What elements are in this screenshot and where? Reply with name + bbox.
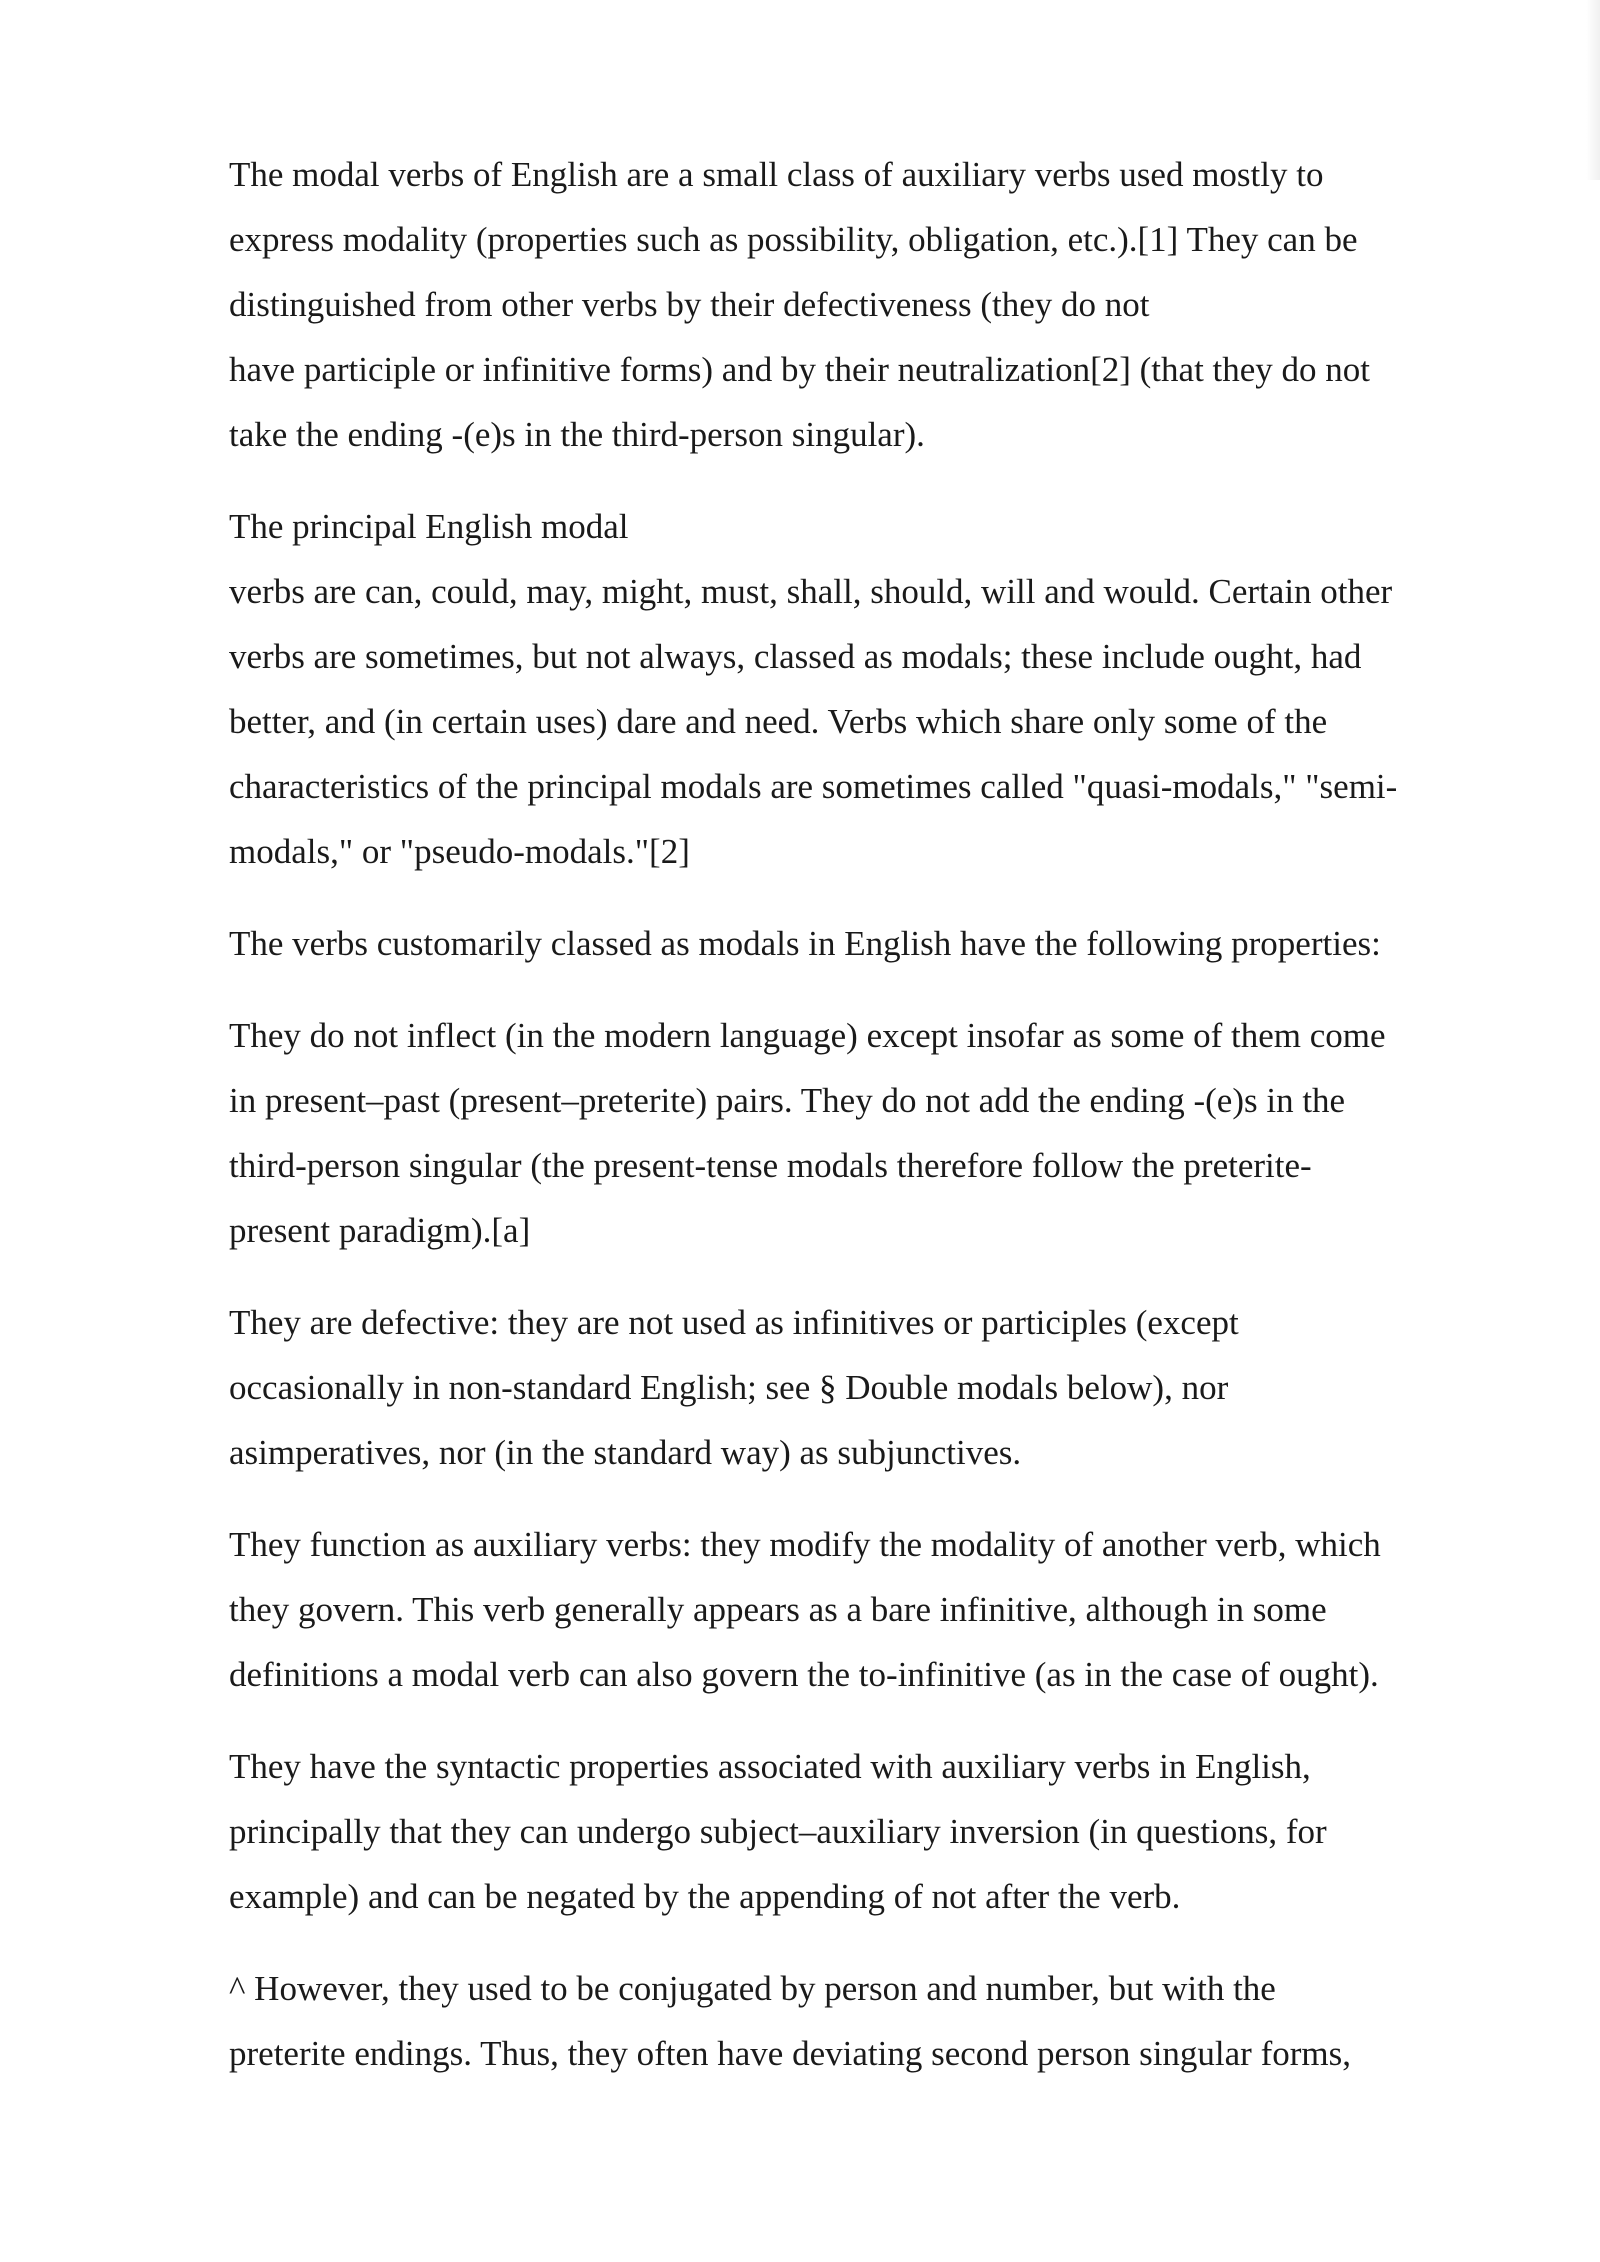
text-line: better, and (in certain uses) dare and need. Verbs which share only some of the bbox=[229, 702, 1328, 741]
text-line: example) and can be negated by the appending of not after the verb. bbox=[229, 1877, 1181, 1916]
text-line: definitions a modal verb can also govern the to-infinitive (as in the case of ought). bbox=[229, 1655, 1379, 1694]
text-line: They have the syntactic properties associated with auxiliary verbs in English, bbox=[229, 1747, 1311, 1786]
page-edge-shadow bbox=[1586, 0, 1600, 180]
paragraph-intro bbox=[229, 142, 1494, 467]
paragraph-syntactic-properties bbox=[229, 1734, 1494, 1929]
text-line: The principal English modal bbox=[229, 507, 629, 546]
text-line: They function as auxiliary verbs: they modify the modality of another verb, which bbox=[229, 1525, 1381, 1564]
text-line: ^ However, they used to be conjugated by person and number, but with the bbox=[229, 1969, 1276, 2008]
text-line: verbs are sometimes, but not always, classed as modals; these include ought, had bbox=[229, 637, 1362, 676]
text-line: express modality (properties such as possibility, obligation, etc.).[1] They can be bbox=[229, 220, 1358, 259]
text-line: have participle or infinitive forms) and by their neutralization[2] (that they do not bbox=[229, 350, 1371, 389]
paragraph-properties-intro bbox=[229, 911, 1494, 976]
document-body bbox=[229, 142, 1494, 2113]
paragraph-defective bbox=[229, 1290, 1494, 1485]
text-line: present paradigm).[a] bbox=[229, 1211, 531, 1250]
text-line: third-person singular (the present-tense modals therefore follow the preterite- bbox=[229, 1146, 1312, 1185]
text-line: The modal verbs of English are a small class of auxiliary verbs used mostly to bbox=[229, 155, 1324, 194]
text-line: They do not inflect (in the modern language) except insofar as some of them come bbox=[229, 1016, 1386, 1055]
text-line: verbs are can, could, may, might, must, shall, should, will and would. Certain other bbox=[229, 572, 1393, 611]
text-line: The verbs customarily classed as modals in English have the following properties: bbox=[229, 924, 1381, 963]
text-line: They are defective: they are not used as infinitives or participles (except bbox=[229, 1303, 1239, 1342]
text-line: they govern. This verb generally appears as a bare infinitive, although in some bbox=[229, 1590, 1327, 1629]
paragraph-auxiliary-function bbox=[229, 1512, 1494, 1707]
paragraph-principal-modals bbox=[229, 494, 1494, 884]
text-line: preterite endings. Thus, they often have deviating second person singular forms, bbox=[229, 2034, 1351, 2073]
text-line: characteristics of the principal modals are sometimes called "quasi-modals," "semi- bbox=[229, 767, 1398, 806]
text-line: distinguished from other verbs by their defectiveness (they do not bbox=[229, 285, 1150, 324]
text-line: asimperatives, nor (in the standard way) as subjunctives. bbox=[229, 1433, 1022, 1472]
paragraph-inflection bbox=[229, 1003, 1494, 1263]
text-line: principally that they can undergo subject–auxiliary inversion (in questions, for bbox=[229, 1812, 1327, 1851]
text-line: take the ending -(e)s in the third-person singular). bbox=[229, 415, 925, 454]
text-line: occasionally in non-standard English; see § Double modals below), nor bbox=[229, 1368, 1229, 1407]
text-line: in present–past (present–preterite) pairs. They do not add the ending -(e)s in the bbox=[229, 1081, 1346, 1120]
text-line: modals," or "pseudo-modals."[2] bbox=[229, 832, 690, 871]
paragraph-footnote bbox=[229, 1956, 1494, 2086]
